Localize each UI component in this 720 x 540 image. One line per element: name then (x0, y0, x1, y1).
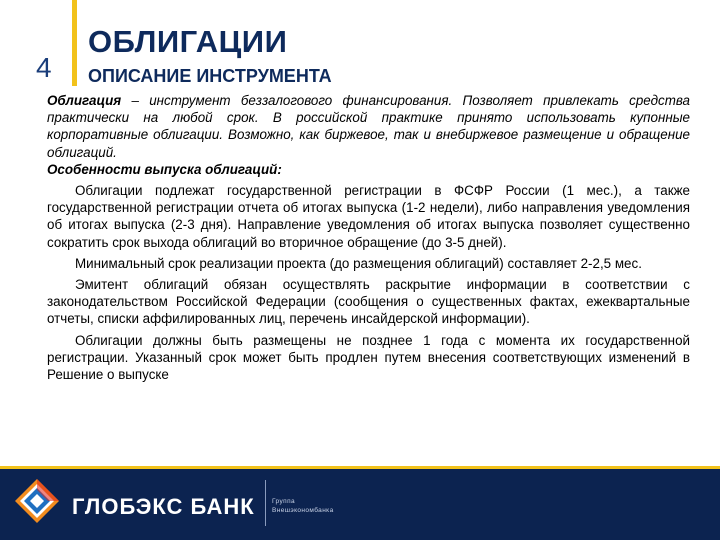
paragraph-min-term: Минимальный срок реализации проекта (до размещения облигаций) составляет 2-2,5 мес. (75, 255, 642, 271)
definition-paragraph (47, 92, 690, 161)
page-subtitle: ОПИСАНИЕ ИНСТРУМЕНТА (88, 66, 332, 86)
term-obligation: Облигация (47, 93, 122, 108)
title-accent-bar (72, 0, 77, 86)
bank-name: ГЛОБЭКС БАНК (72, 494, 255, 519)
content-body (47, 92, 690, 387)
features-heading: Особенности выпуска облигаций: (47, 161, 282, 177)
paragraph-disclosure: Эмитент облигаций обязан осуществлять раскрытие информации в соответствии с законодательством Российской Федерации (сообщения о существенных фактах, ежеквартальные отчеты, списки аффилированных лиц, перечень инсайдерской информации). (47, 277, 690, 327)
group-label-line1: Группа (272, 498, 296, 505)
group-label (272, 497, 334, 515)
page-title: ОБЛИГАЦИИ (88, 24, 288, 59)
group-label-line2: Внешэкономбанка (272, 507, 334, 514)
term-definition: – инструмент беззалогового финансирования. Позволяет привлекать средства практически на любой срок. В российской практике принято использовать купонные корпоративные облигации. Возможно, как биржевое, так и внебиржевое размещение и обращение облигаций. (47, 93, 690, 160)
footer-accent-line (0, 466, 720, 469)
paragraph-placement-deadline: Облигации должны быть размещены не позднее 1 года с момента их государственной регистрации. Указанный срок может быть продлен путем внесения соответствующих изменений в Решение о выпуске (47, 332, 690, 383)
paragraph-registration: Облигации подлежат государственной регистрации в ФСФР России (1 мес.), а также государственной регистрации отчета об итогах выпуска (1-2 недели), либо направления уведомления об итогах выпуска (2-3 дня). Направление уведомления об итогах выпуска позволяет существенно сократить срок выхода облигаций во вторичное обращение (до 3-5 дней). (47, 183, 690, 250)
slide-number: 4 (36, 52, 52, 83)
footer-separator (265, 480, 266, 526)
globex-diamond-logo-icon (14, 478, 60, 524)
